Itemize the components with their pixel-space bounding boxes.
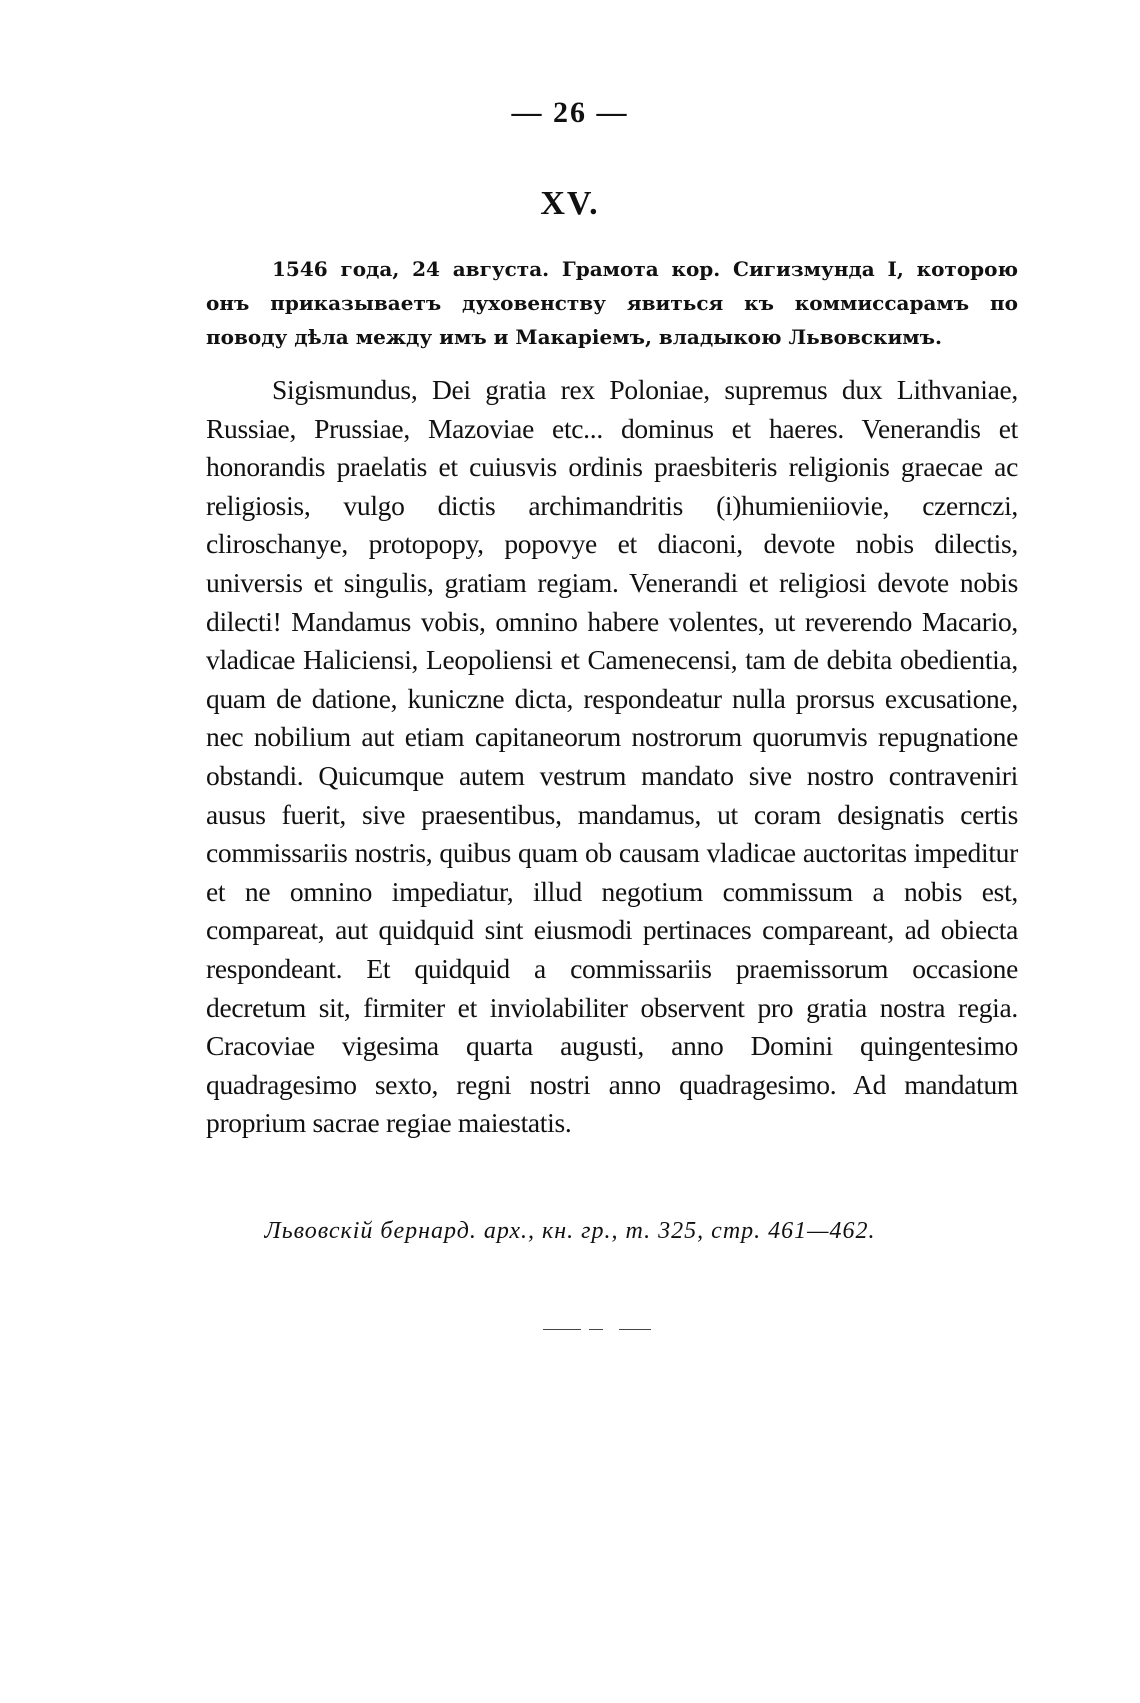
document-summary: 1546 года, 24 августа. Грамота кор. Сигизмунда I, которою онъ приказываетъ духовенству явиться къ коммиссарамъ по поводу дѣла между имъ и Макаріемъ, владыкою Львовскимъ. [206, 257, 1018, 349]
end-divider [543, 1329, 651, 1331]
charter-text: Sigismundus, Dei gratia rex Poloniae, supremus dux Lithvaniae, Russiae, Prussiae, Mazoviae etc... dominus et haeres. Venerandis et honorandis praelatis et cuiusvis ordinis praesbiteris religionis graecae ac religiosis, vulgo dictis archimandritis (i)humieniiovie, czernczi, cliroschanye, protopopy, popovye et diaconi, devote nobis dilectis, universis et singulis, gratiam regiam. Venerandi et religiosi devote nobis dilecti! Mandamus vobis, omnino habere volentes, ut reverendo Macario, vladicae Haliciensi, Leopoliensi et Camenecensi, tam de debita obedientia, quam de datione, kuniczne dicta, respondeatur nulla prorsus excusatione, nec nobilium aut etiam capitaneorum nostrorum quorumvis repugnatione obstandi. Quicumque autem vestrum mandato sive nostro contraveniri ausus fuerit, sive praesentibus, mandamus, ut coram designatis certis commissariis nostris, quibus quam ob causam vladicae auctoritas impeditur et ne omnino impediatur, illud negotium commissum a nobis est, compareat, aut quidquid sint eiusmodi pertinaces compareant, ad obiecta respondeant. Et quidquid a commissariis praemissorum occasione decretum sit, firmiter et inviolabiliter observent pro gratia nostra regia. Cracoviae vigesima quarta augusti, anno Domini quingentesimo quadragesimo sexto, regni nostri anno quadragesimo. Ad mandatum proprium sacrae regiae maiestatis. [206, 374, 1018, 1139]
source-citation: Львовскій бернард. арх., кн. гр., т. 325, стр. 461—462. [264, 1218, 876, 1244]
document-number: XV. [540, 185, 600, 222]
page-number: — 26 — [511, 96, 629, 129]
